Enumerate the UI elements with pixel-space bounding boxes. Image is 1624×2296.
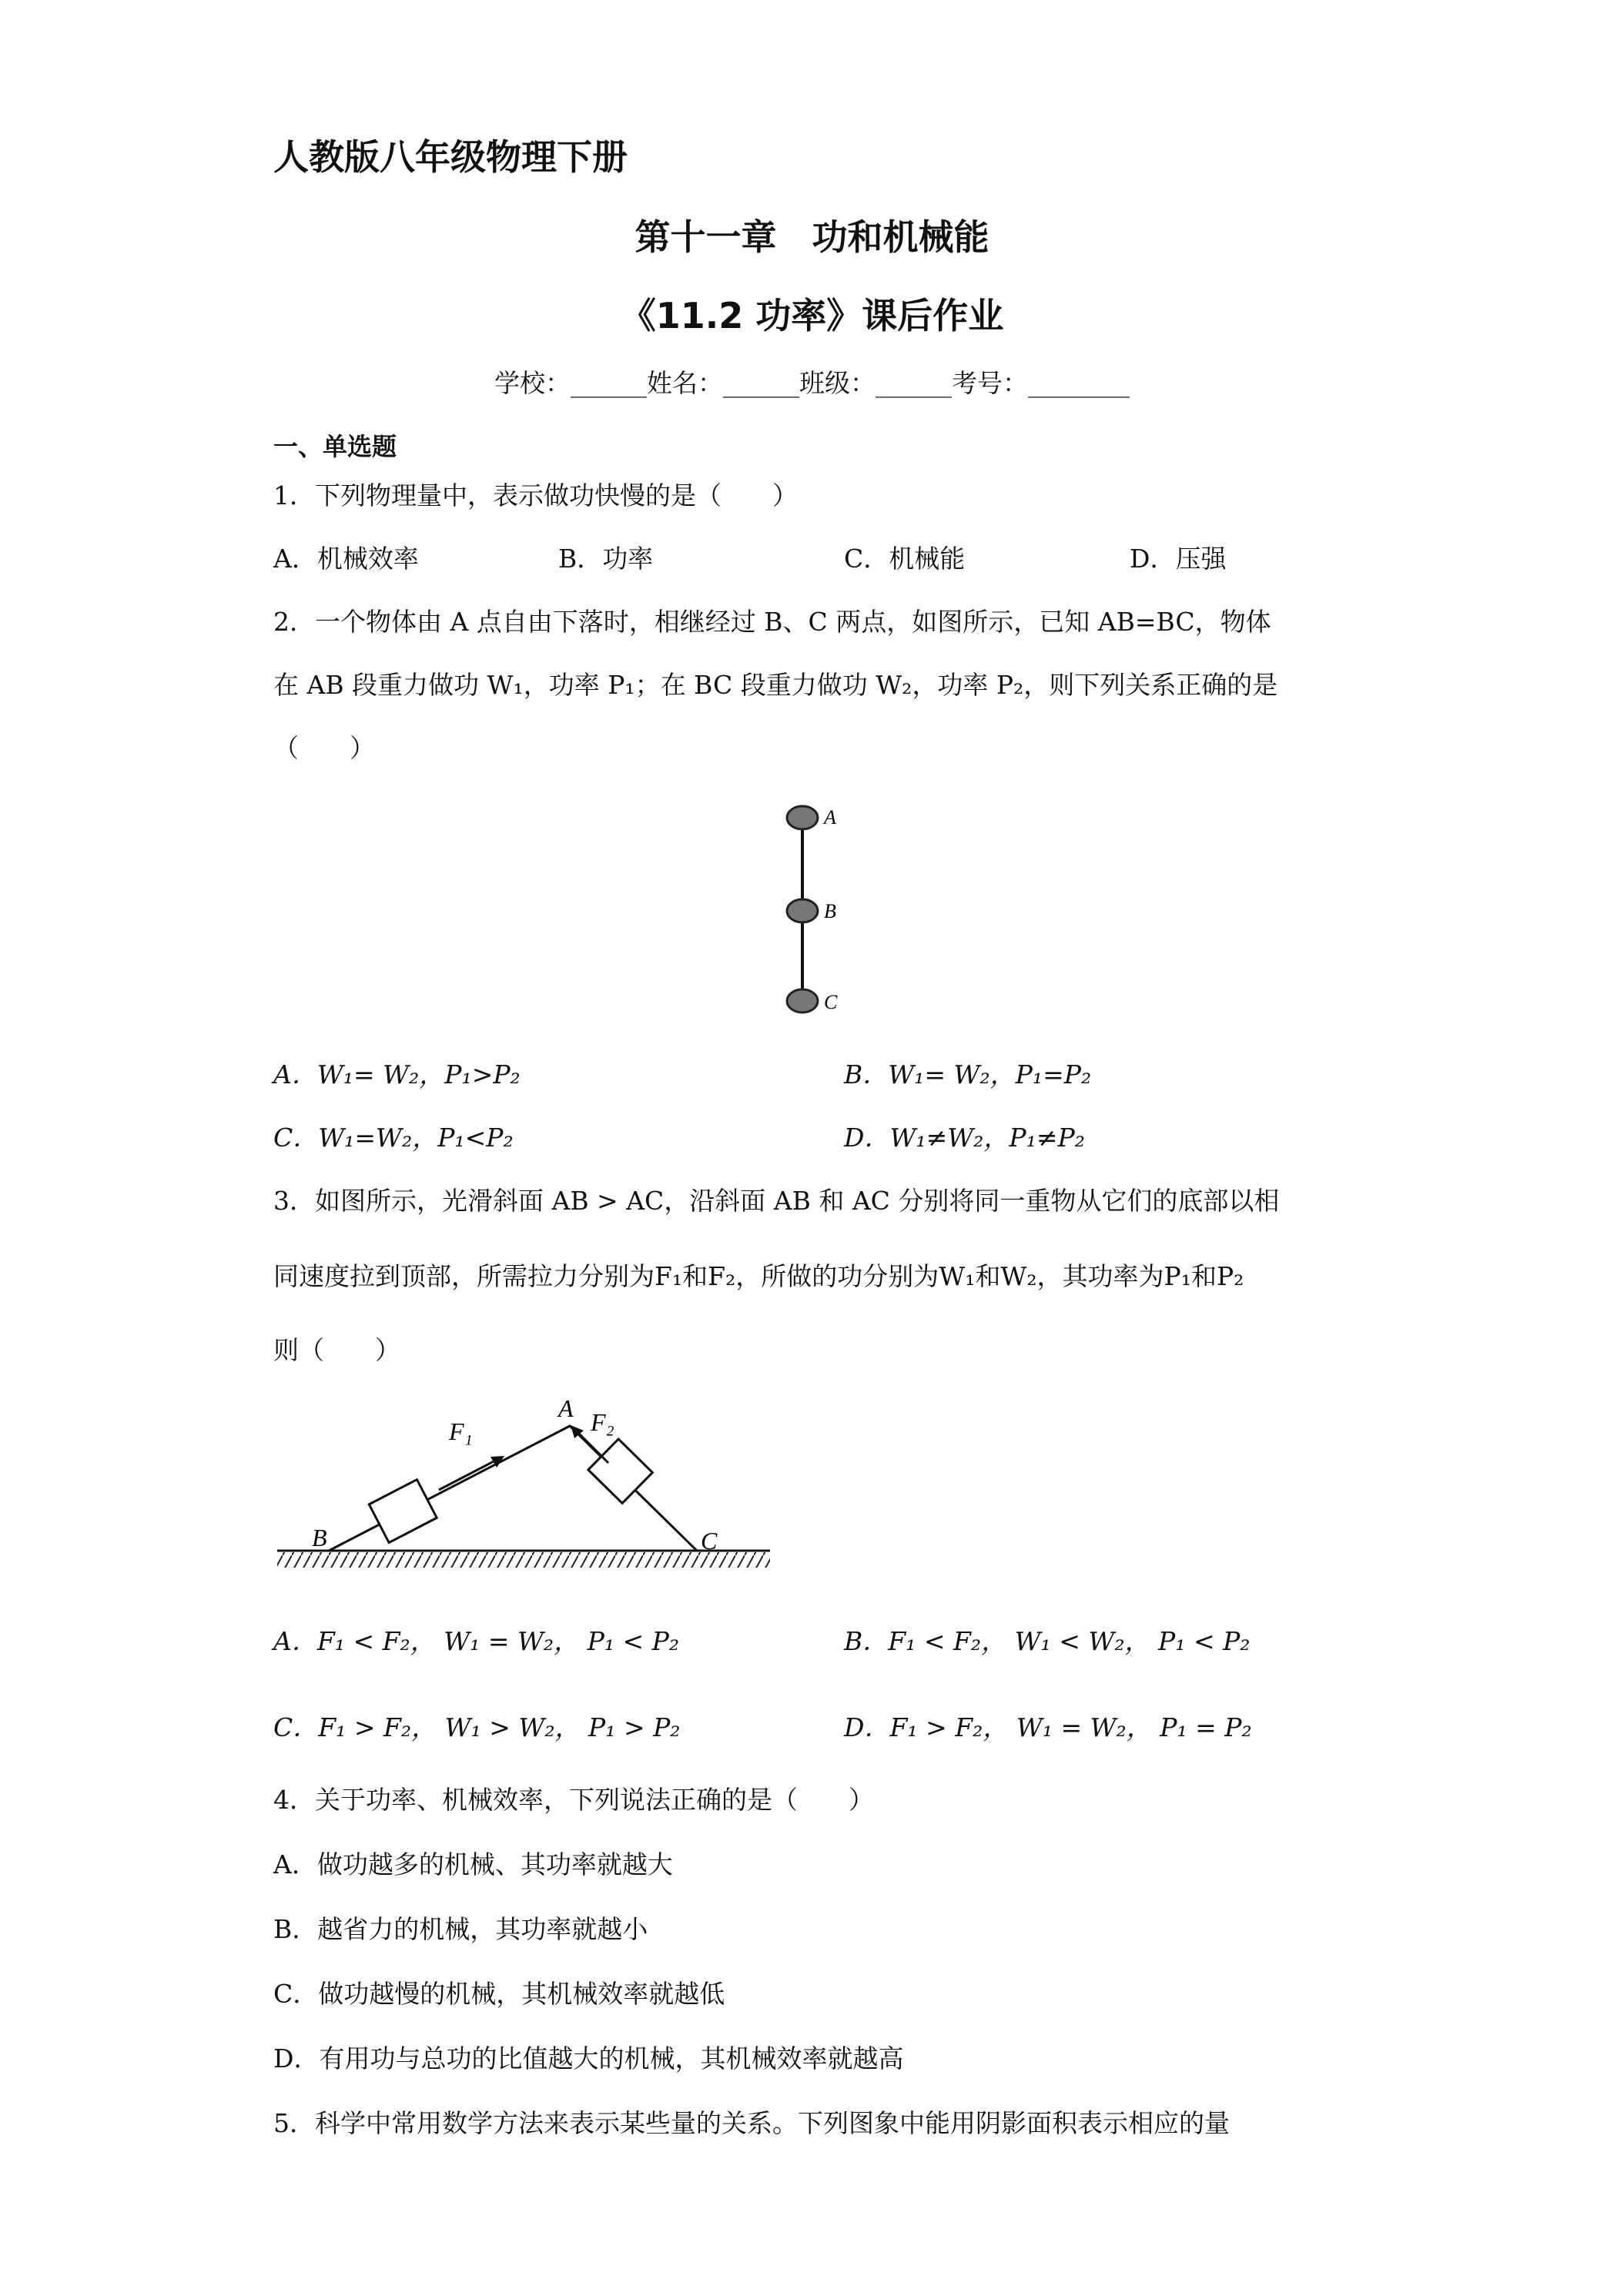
- q2-line-2: 在 AB 段重力做功 W₁，功率 P₁；在 BC 段重力做功 W₂，功率 P₂，则下列关系正确的是: [273, 670, 1278, 700]
- q1-stem: 1．下列物理量中，表示做功快慢的是（ ）: [273, 480, 798, 510]
- q5-stem: 5．科学中常用数学方法来表示某些量的关系。下列图象中能用阴影面积表示相应的量: [273, 2108, 1230, 2138]
- section-heading: 一、单选题: [273, 432, 397, 461]
- q3-ground-hatch: [277, 1552, 770, 1568]
- q3-block-ac: [588, 1439, 652, 1503]
- q1-option-a: A．机械效率: [273, 544, 419, 574]
- q3-label-f1: F₁: [449, 1417, 473, 1445]
- q3-label-f2: F₂: [591, 1408, 614, 1436]
- q4-option-b: B．越省力的机械，其功率就越小: [273, 1914, 648, 1944]
- q2-line-3: （ ）: [273, 733, 375, 763]
- q2-option-c: C．W₁=W₂，P₁<P₂: [273, 1123, 514, 1153]
- q2-label-a: A: [824, 806, 836, 828]
- q4-option-c: C．做功越慢的机械，其机械效率就越低: [273, 1979, 725, 2009]
- q2-point-b: [787, 899, 818, 922]
- q2-point-a: [787, 806, 818, 829]
- q4-option-d: D．有用功与总功的比值越大的机械，其机械效率就越高: [273, 2043, 904, 2073]
- q2-point-c: [787, 989, 818, 1012]
- book-title: 人教版八年级物理下册: [273, 136, 628, 178]
- q3-option-a: A．F₁ < F₂， W₁ = W₂， P₁ < P₂: [273, 1626, 680, 1656]
- q3-label-b: B: [312, 1524, 327, 1551]
- q1-option-b: B．功率: [558, 544, 654, 574]
- q3-option-d: D．F₁ > F₂， W₁ = W₂， P₁ = P₂: [844, 1712, 1252, 1742]
- q3-label-c: C: [701, 1527, 718, 1555]
- q2-label-c: C: [824, 991, 838, 1013]
- q2-option-b: B．W₁= W₂，P₁=P₂: [844, 1059, 1092, 1089]
- q1-option-c: C．机械能: [844, 544, 966, 574]
- q2-free-fall-figure: [770, 793, 893, 1016]
- chapter-title: 第十一章 功和机械能: [635, 216, 989, 258]
- q3-line-3: 则（ ）: [273, 1335, 400, 1365]
- q3-label-a: A: [558, 1394, 574, 1422]
- q4-stem: 4．关于功率、机械效率，下列说法正确的是（ ）: [273, 1785, 874, 1815]
- q3-line-2: 同速度拉到顶部，所需拉力分别为F₁和F₂，所做的功分别为W₁和W₂，其功率为P₁和P₂: [273, 1261, 1244, 1291]
- q3-line-1: 3．如图所示，光滑斜面 AB > AC，沿斜面 AB 和 AC 分别将同一重物从它们的底部以相: [273, 1186, 1280, 1216]
- lesson-title: 《11.2 功率》课后作业: [620, 295, 1004, 336]
- q4-option-a: A．做功越多的机械、其功率就越大: [273, 1849, 673, 1879]
- q2-line-1: 2．一个物体由 A 点自由下落时，相继经过 B、C 两点，如图所示，已知 AB=BC，物体: [273, 607, 1271, 637]
- q2-label-b: B: [824, 900, 836, 922]
- q2-option-d: D．W₁≠W₂，P₁≠P₂: [844, 1123, 1085, 1153]
- student-info-line: 学校：______姓名：______班级：______考号：________: [494, 368, 1130, 398]
- q2-option-a: A．W₁= W₂，P₁>P₂: [273, 1059, 521, 1089]
- q3-arrow-f1: [439, 1460, 497, 1490]
- q3-block-ab: [369, 1480, 437, 1543]
- q1-option-d: D．压强: [1130, 544, 1227, 574]
- q3-incline-figure: [273, 1386, 782, 1586]
- q3-option-c: C．F₁ > F₂， W₁ > W₂， P₁ > P₂: [273, 1712, 681, 1742]
- q3-option-b: B．F₁ < F₂， W₁ < W₂， P₁ < P₂: [844, 1626, 1251, 1656]
